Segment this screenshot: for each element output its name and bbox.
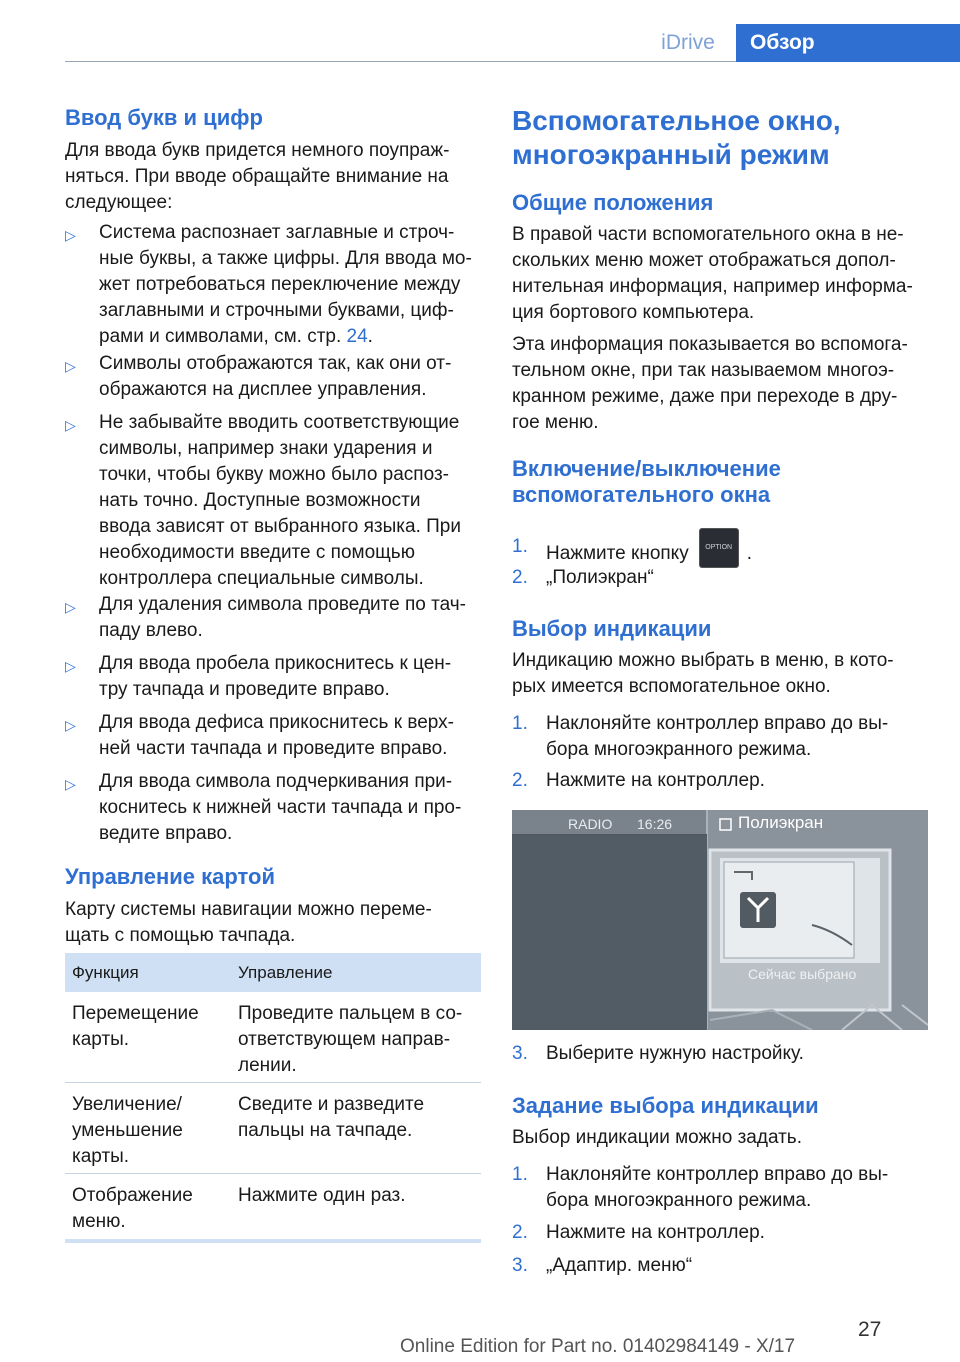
screen-selected-label: Сейчас выбрано <box>748 966 857 982</box>
cell-line: Перемещение <box>72 1003 199 1024</box>
table-row <box>65 992 481 1083</box>
tab-idrive[interactable]: iDrive <box>661 31 715 54</box>
triangle-bullet-icon: ▷ <box>65 358 76 374</box>
cell-line: ответствующем направ- <box>238 1029 451 1050</box>
table-cell <box>238 1183 406 1209</box>
bullet-line: Система распознает заглавные и строч- <box>99 222 455 243</box>
bullet-line: заглавными и строчными буквами, циф- <box>99 300 454 321</box>
text-line: кранном режиме, даже при переходе в дру- <box>512 386 898 407</box>
cell-line: карты. <box>72 1029 130 1050</box>
table-cell <box>238 1001 462 1079</box>
bullet-text: рами и символами, см. стр. <box>99 326 347 347</box>
bullet-line: Символы отображаются так, как они от- <box>99 353 452 374</box>
page-link[interactable]: 24 <box>346 326 368 347</box>
bullet-line: Не забывайте вводить соответствующие <box>99 412 460 433</box>
step-number: 2. <box>512 770 528 791</box>
bullet-line: ображаются на дисплее управления. <box>99 379 427 400</box>
page-number: 27 <box>858 1318 882 1341</box>
bullet-line: жет потребоваться переключение между <box>99 274 461 295</box>
controls-table <box>65 953 481 1243</box>
bullet-line: контроллера специальные символы. <box>99 568 424 589</box>
step-line: Наклоняйте контроллер вправо до вы- <box>546 713 889 734</box>
screen-radio-label: RADIO <box>568 816 613 832</box>
bullet-line: паду влево. <box>99 620 203 641</box>
bullet-line: нать точно. Доступные возможности <box>99 490 421 511</box>
select-paragraph <box>512 648 952 700</box>
table-cell <box>72 1183 193 1235</box>
cell-line: карты. <box>72 1146 130 1167</box>
step-number: 3. <box>512 1043 528 1064</box>
bullet-line: Для ввода символа подчеркивания при- <box>99 771 453 792</box>
assign-paragraph: Выбор индикации можно задать. <box>512 1127 802 1148</box>
cell-line: меню. <box>72 1211 126 1232</box>
bullet-2 <box>65 351 485 403</box>
toggle-step-2 <box>512 565 932 591</box>
triangle-bullet-icon: ▷ <box>65 776 76 792</box>
step-number: 2. <box>512 567 528 588</box>
text-line: В правой части вспомогательного окна в не- <box>512 224 904 245</box>
assign-step-1 <box>512 1162 932 1214</box>
bullet-line: ввода зависят от выбранного языка. При <box>99 516 461 537</box>
table-cell <box>72 1001 199 1053</box>
cell-line: Проведите пальцем в со- <box>238 1003 463 1024</box>
select-step-3 <box>512 1041 932 1067</box>
bullet-line: коснитесь к нижней части тачпада и про- <box>99 797 462 818</box>
bullet-3 <box>65 410 485 592</box>
triangle-bullet-icon: ▷ <box>65 417 76 433</box>
intro-line: Для ввода букв придется немного поупраж- <box>65 140 450 161</box>
step-number: 3. <box>512 1255 528 1276</box>
cell-line: Увеличение/ <box>72 1094 182 1115</box>
step-number: 2. <box>512 1222 528 1243</box>
bullet-line: ней части тачпада и проведите вправо. <box>99 738 448 759</box>
step-number: 1. <box>512 536 528 557</box>
assign-step-2 <box>512 1220 932 1246</box>
select-step-2 <box>512 768 932 794</box>
step-line: Нажмите на контроллер. <box>546 770 765 791</box>
idrive-screen-image <box>512 810 928 1030</box>
cell-line: Сведите и разведите <box>238 1094 425 1115</box>
general-paragraph-1 <box>512 222 952 326</box>
heading-line: вспомогательного окна <box>512 482 771 507</box>
option-button-icon[interactable]: OPTION <box>699 528 739 568</box>
text-line: нительная информация, например информа- <box>512 276 913 297</box>
step-line: „Адаптир. меню“ <box>546 1255 693 1276</box>
cell-line: уменьшение <box>72 1120 183 1141</box>
table-cell <box>238 1092 424 1144</box>
cell-line: пальцы на тачпаде. <box>238 1120 413 1141</box>
cell-line: лении. <box>238 1055 297 1076</box>
step-line: бора многоэкранного режима. <box>546 1190 812 1211</box>
bullet-5 <box>65 651 485 703</box>
step-line: бора многоэкранного режима. <box>546 739 812 760</box>
bullet-line: Для ввода дефиса прикоснитесь к верх- <box>99 712 454 733</box>
cell-line: Отображение <box>72 1185 193 1206</box>
text-line: ция бортового компьютера. <box>512 302 755 323</box>
step-text: Нажмите кнопку <box>546 543 689 565</box>
bullet-line <box>99 324 485 350</box>
table-header-cell: Функция <box>72 963 139 982</box>
heading-select: Выбор индикации <box>512 616 712 641</box>
bullet-line: Для ввода пробела прикоснитесь к цен- <box>99 653 452 674</box>
heading-assign: Задание выбора индикации <box>512 1093 819 1118</box>
step-number: 1. <box>512 1164 528 1185</box>
table-header <box>65 953 481 992</box>
screen-time-label: 16:26 <box>637 816 673 832</box>
intro-line: следующее: <box>65 192 173 213</box>
step-text: „Полиэкран“ <box>546 567 654 588</box>
bullet-line: точки, чтобы букву можно было распоз- <box>99 464 449 485</box>
heading-toggle <box>512 456 781 508</box>
triangle-bullet-icon: ▷ <box>65 658 76 674</box>
table-end-rule <box>65 1239 481 1243</box>
text-line: Эта информация показывается во вспомога- <box>512 334 908 355</box>
heading-line: многоэкранный режим <box>512 139 830 170</box>
text-line: тельном окне, при так называемом многоэ- <box>512 360 895 381</box>
heading-line: Включение/выключение <box>512 456 781 481</box>
bullet-4 <box>65 592 485 644</box>
step-line: Наклоняйте контроллер вправо до вы- <box>546 1164 889 1185</box>
bullet-line: ные буквы, а также цифры. Для ввода мо- <box>99 248 472 269</box>
table-row <box>65 1083 481 1174</box>
assign-step-3 <box>512 1253 932 1279</box>
cell-line: Нажмите один раз. <box>238 1185 406 1206</box>
heading-general: Общие положения <box>512 190 714 215</box>
heading-aux-window <box>512 104 841 172</box>
map-line: щать с помощью тачпада. <box>65 925 296 946</box>
bullet-6 <box>65 710 485 762</box>
triangle-bullet-icon: ▷ <box>65 599 76 615</box>
general-paragraph-2 <box>512 332 952 436</box>
bullet-text: . <box>367 326 373 347</box>
bullet-line: символы, например знаки ударения и <box>99 438 433 459</box>
step-number: 1. <box>512 713 528 734</box>
triangle-bullet-icon: ▷ <box>65 717 76 733</box>
screen-title: Полиэкран <box>738 813 824 832</box>
map-paragraph <box>65 897 485 949</box>
footer-edition: Online Edition for Part no. 01402984149 - X/17 <box>400 1336 796 1357</box>
text-line: гое меню. <box>512 412 599 433</box>
bullet-line: тру тачпада и проведите вправо. <box>99 679 390 700</box>
bullet-line: необходимости введите с помощью <box>99 542 415 563</box>
table-row <box>65 1174 481 1239</box>
bullet-line: ведите вправо. <box>99 823 233 844</box>
step-text: . <box>746 543 752 565</box>
text-line: Индикацию можно выбрать в меню, в кото- <box>512 650 894 671</box>
map-line: Карту системы навигации можно переме- <box>65 899 432 920</box>
bullet-1 <box>65 220 485 350</box>
screen-graphic <box>512 810 928 1030</box>
heading-input: Ввод букв и цифр <box>65 105 263 130</box>
bullet-line: Для удаления символа проведите по тач- <box>99 594 466 615</box>
table-header-cell: Управление <box>238 963 333 982</box>
triangle-bullet-icon: ▷ <box>65 227 76 243</box>
select-step-1 <box>512 711 932 763</box>
text-line: скольких меню может отображаться допол- <box>512 250 896 271</box>
text-line: рых имеется вспомогательное окно. <box>512 676 831 697</box>
tab-obzor[interactable]: Обзор <box>736 24 960 62</box>
heading-map: Управление картой <box>65 864 275 889</box>
table-cell <box>72 1092 183 1170</box>
bullet-7 <box>65 769 485 847</box>
step-line: Нажмите на контроллер. <box>546 1222 765 1243</box>
intro-line: няться. При вводе обращайте внимание на <box>65 166 449 187</box>
step-text: Выберите нужную настройку. <box>546 1043 804 1064</box>
heading-line: Вспомогательное окно, <box>512 105 841 136</box>
intro-paragraph <box>65 138 485 216</box>
